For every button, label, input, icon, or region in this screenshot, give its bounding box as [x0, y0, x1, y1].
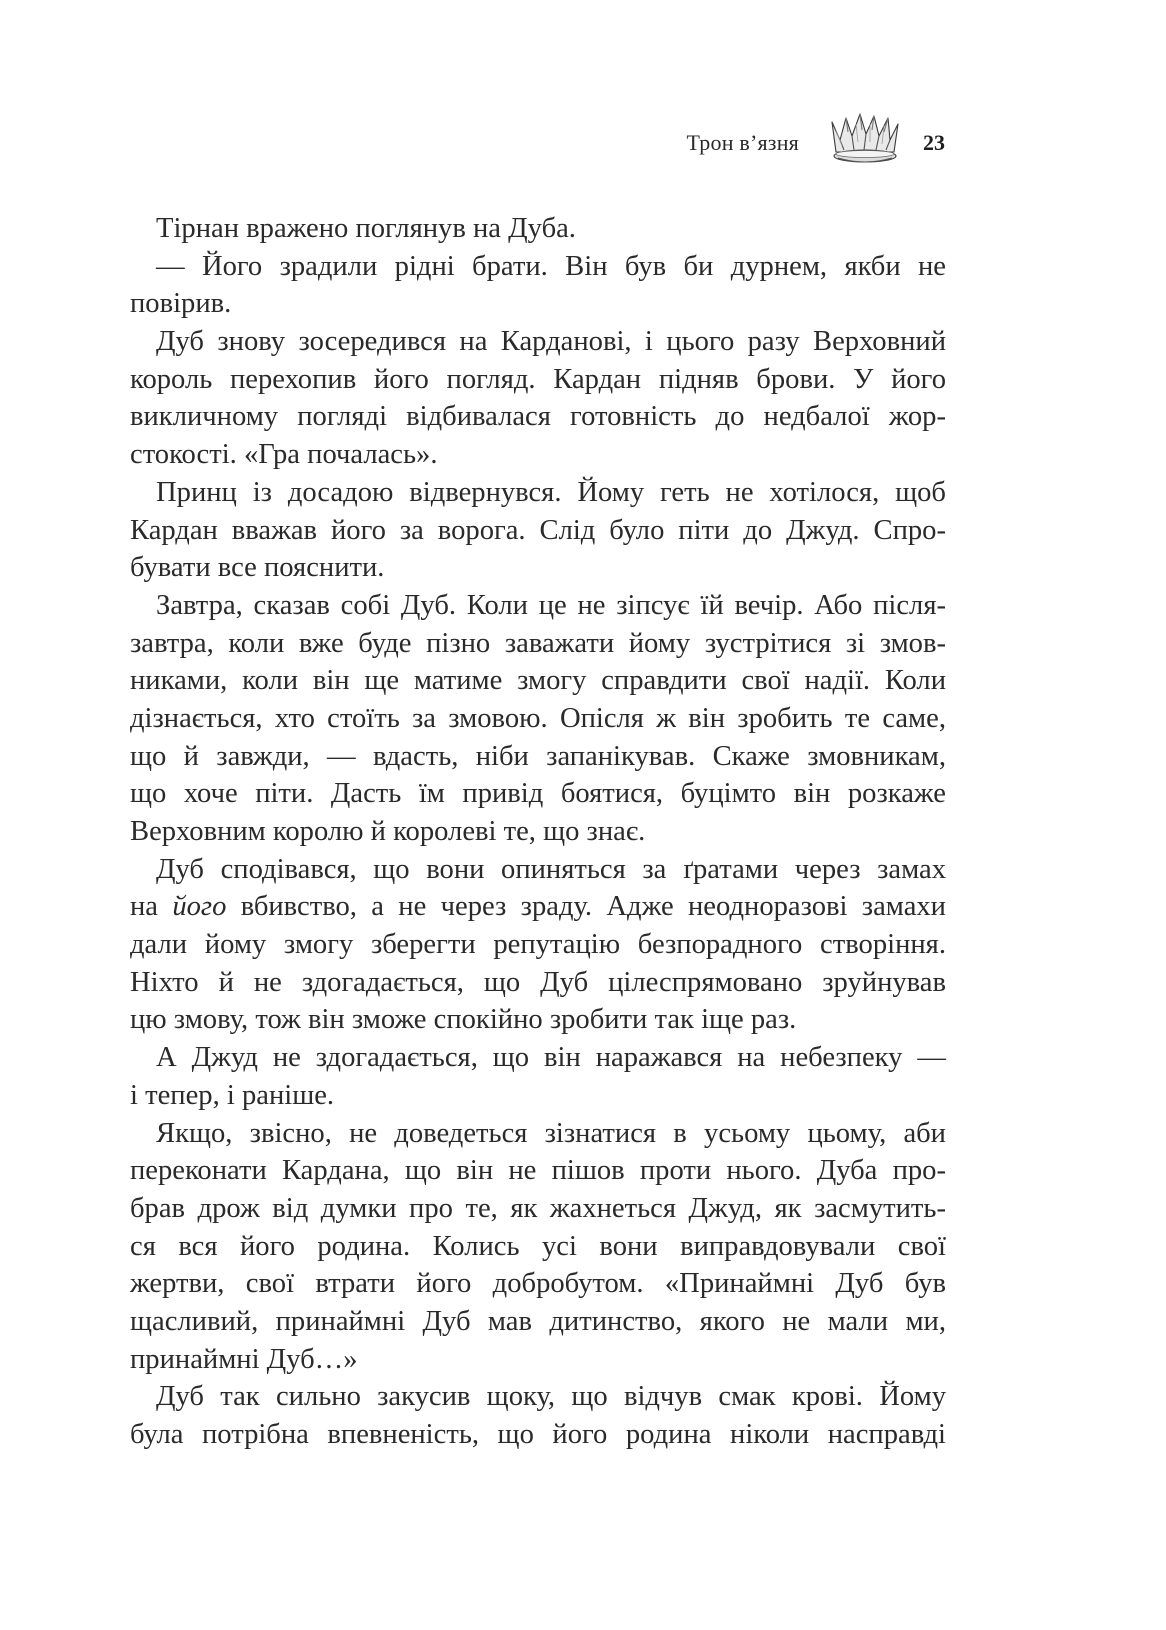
text-line: — Його зрадили рідні брати. Він був би дурнем, якби не [156, 250, 946, 282]
text-line: дізнається, хто стоїть за змовою. Опісля ж він зробить те саме, [130, 702, 946, 734]
text-line: Верховним королю й королеві те, що знає. [130, 816, 646, 847]
text-line: бувати все пояснити. [130, 552, 385, 584]
text-line: Дуб знову зосередився на Карданові, і цього разу Верховний [156, 326, 946, 358]
text-line: повірив. [130, 288, 232, 320]
emphasized-word: його [172, 891, 227, 923]
text-line: король перехопив його погляд. Кардан підняв брови. У його [130, 363, 946, 395]
text-line: що й завжди, — вдасть, ніби запанікував. Скаже змовникам, [130, 740, 946, 772]
text-line: ся вся його родина. Колись усі вони виправдовували свої [130, 1230, 946, 1262]
text-line: дали йому змогу зберегти репутацію безпорадного створіння. [130, 929, 946, 961]
text-line: стокості. «Гра почалась». [130, 439, 438, 471]
text-line: Дуб так сильно закусив щоку, що відчув смак крові. Йому [156, 1381, 946, 1413]
text-line: никами, коли він ще матиме змогу справдити свої надії. Коли [130, 665, 946, 697]
text-line: Дуб сподівався, що вони опиняться за ґратами через замах [156, 853, 946, 885]
text-line: була потрібна впевненість, що його родина ніколи насправді [130, 1419, 946, 1450]
text-line: Завтра, сказав собі Дуб. Коли це не зіпсує їй вечір. Або після- [156, 589, 946, 621]
text-line: що хоче піти. Дасть їм привід боятися, буцімто він розкаже [130, 778, 946, 810]
text-fragment: на [130, 891, 173, 923]
text-line: щасливий, принаймні Дуб мав дитинство, якого не мали ми, [130, 1305, 946, 1337]
text-line: Кардан вважав його за ворога. Слід було піти до Джуд. Спро- [130, 514, 946, 546]
text-line: Принц із досадою відвернувся. Йому геть не хотілося, щоб [156, 476, 946, 508]
running-header [600, 112, 945, 176]
text-line: переконати Кардана, що він не пішов проти нього. Дуба про- [130, 1155, 946, 1187]
text-line: Тірнан вражено поглянув на Дуба. [156, 213, 576, 244]
text-line: викличному погляді відбивалася готовність до недбалої жор- [130, 401, 946, 433]
text-line: і тепер, і раніше. [130, 1079, 335, 1111]
text-fragment: вбивство, а не через зраду. Адже неодноразові замахи [226, 891, 946, 923]
text-line: цю змову, тож він зможе спокійно зробити так іще раз. [130, 1004, 797, 1036]
text-line [130, 888, 946, 926]
body-text [130, 210, 946, 1454]
text-line: Ніхто й не здогадається, що Дуб цілеспрямовано зруйнував [130, 966, 946, 998]
text-line: жертви, свої втрати його добробутом. «Принаймні Дуб був [130, 1268, 946, 1300]
text-line: Якщо, звісно, не доведеться зізнатися в усьому цьому, аби [156, 1117, 946, 1149]
text-line: брав дрож від думки про те, як жахнеться Джуд, як засмутить- [130, 1192, 946, 1224]
text-line: завтра, коли вже буде пізно заважати йому зустрітися зі змов- [130, 627, 946, 659]
text-line: принаймні Дуб…» [130, 1343, 358, 1375]
running-title: Трон в’язня [686, 130, 799, 155]
page-number: 23 [923, 130, 945, 155]
text-line: А Джуд не здогадається, що він наражався на небезпеку — [156, 1042, 946, 1074]
crown-icon [826, 112, 902, 170]
